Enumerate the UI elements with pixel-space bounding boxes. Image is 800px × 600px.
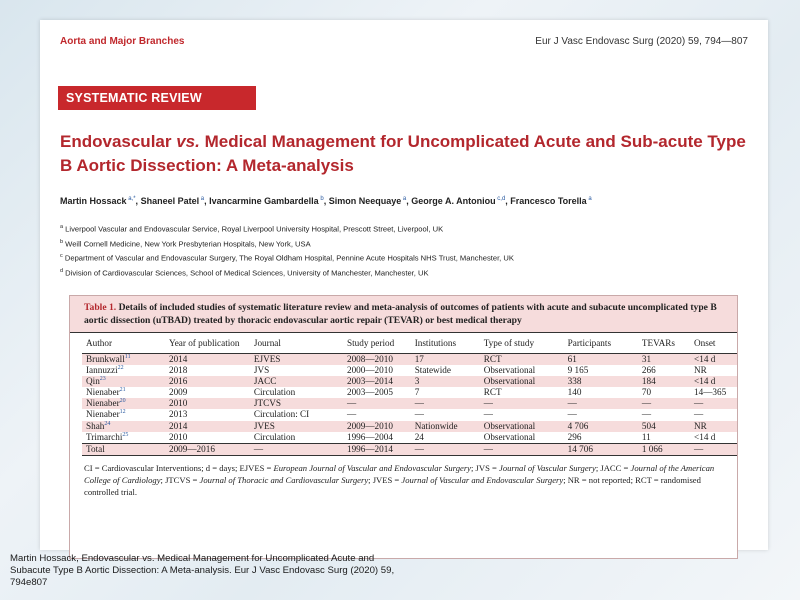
cell-author: Brunkwall$^{11}$ bbox=[82, 354, 165, 366]
cell-tevars: 31 bbox=[638, 354, 690, 366]
cell-inst: Statewide bbox=[411, 365, 480, 376]
table-header-row bbox=[82, 333, 737, 354]
table-row bbox=[82, 387, 737, 398]
cell-participants: 61 bbox=[564, 354, 638, 366]
table-row bbox=[82, 421, 737, 432]
article-page bbox=[40, 20, 768, 550]
cell-inst: 3 bbox=[411, 376, 480, 387]
cell-participants: 4 706 bbox=[564, 421, 638, 432]
reference-number: 25 bbox=[122, 431, 129, 438]
cell-onset: — bbox=[690, 398, 737, 409]
cell-type: RCT bbox=[480, 354, 564, 366]
cell-total-author: Total bbox=[82, 443, 165, 455]
cell-onset: NR bbox=[690, 365, 737, 376]
cell-tevars: 70 bbox=[638, 387, 690, 398]
studies-table bbox=[82, 333, 737, 456]
cell-period: — bbox=[343, 398, 411, 409]
cell-onset: 14—365 bbox=[690, 387, 737, 398]
cell-author: Trimarchi$^{25}$ bbox=[82, 432, 165, 444]
table-row bbox=[82, 365, 737, 376]
cell-period: 2003—2014 bbox=[343, 376, 411, 387]
author-affiliation-mark: a bbox=[586, 196, 592, 202]
section-label: Aorta and Major Branches bbox=[60, 36, 185, 47]
author-name: Simon Neequaye bbox=[328, 196, 402, 206]
cell-journal: Circulation bbox=[250, 387, 343, 398]
cell-period: 2008—2010 bbox=[343, 354, 411, 366]
cell-total-period: 1996—2014 bbox=[343, 443, 411, 455]
cell-total-onset: — bbox=[690, 443, 737, 455]
cell-journal: JVS bbox=[250, 365, 343, 376]
table-row bbox=[82, 432, 737, 444]
column-header: Participants bbox=[564, 333, 638, 354]
column-header: Author bbox=[82, 333, 165, 354]
cell-onset: NR bbox=[690, 421, 737, 432]
systematic-review-banner: SYSTEMATIC REVIEW bbox=[58, 86, 256, 110]
reference-number: 23 bbox=[99, 376, 106, 383]
author-list: Martin Hossack $^{a,*}$, Shaneel Patel $^a$, Ivancarmine Gambardella $^b$, Simon Neequaye $^a$, George A. Antoniou $^{c,d}$, Francesco Torella $^a$ bbox=[60, 196, 592, 206]
cell-type: Observational bbox=[480, 432, 564, 444]
affiliation-item: $^c$ Department of Vascular and Endovascular Surgery, The Royal Oldham Hospital, Pennine Acute Hospitals NHS Trust, Manchester, UK bbox=[60, 253, 514, 263]
cell-period: 2000—2010 bbox=[343, 365, 411, 376]
table-footnote: CI = Cardiovascular Interventions; d = days; EJVES = European Journal of Vascular and Endovascular Surgery; JVS = Journal of Vascular Surgery; JACC = Journal of the American College of Cardiology; JTCVS = Journal of Thoracic and Cardiovascular Surgery; JVES = Journal of Vascular and Endovascular Surgery; NR = not reported; RCT = randomised controlled trial. bbox=[84, 462, 715, 497]
reference-number: 21 bbox=[119, 387, 126, 394]
cell-journal: JACC bbox=[250, 376, 343, 387]
table-1 bbox=[69, 295, 738, 559]
cell-year: 2013 bbox=[165, 409, 250, 420]
cell-type: Observational bbox=[480, 376, 564, 387]
cell-total-inst: — bbox=[411, 443, 480, 455]
table-total-row bbox=[82, 443, 737, 455]
cell-inst: 17 bbox=[411, 354, 480, 366]
cell-year: 2014 bbox=[165, 354, 250, 366]
table-row bbox=[82, 409, 737, 420]
cell-tevars: 504 bbox=[638, 421, 690, 432]
cell-author: Nienaber$^{12}$ bbox=[82, 409, 165, 420]
cell-year: 2018 bbox=[165, 365, 250, 376]
cell-inst: — bbox=[411, 398, 480, 409]
author-name: Shaneel Patel bbox=[140, 196, 200, 206]
column-header: Institutions bbox=[411, 333, 480, 354]
column-header: Type of study bbox=[480, 333, 564, 354]
cell-period: 2009—2010 bbox=[343, 421, 411, 432]
cell-onset: <14 d bbox=[690, 376, 737, 387]
cell-total-participants: 14 706 bbox=[564, 443, 638, 455]
reference-number: 24 bbox=[104, 420, 111, 427]
cell-journal: EJVES bbox=[250, 354, 343, 366]
cell-year: 2010 bbox=[165, 432, 250, 444]
cell-journal: Circulation bbox=[250, 432, 343, 444]
cell-journal: JVES bbox=[250, 421, 343, 432]
affiliation-list bbox=[60, 221, 760, 279]
cell-inst: Nationwide bbox=[411, 421, 480, 432]
cell-onset: — bbox=[690, 409, 737, 420]
cell-author: Nienaber$^{21}$ bbox=[82, 387, 165, 398]
author-affiliation-mark: a bbox=[401, 196, 407, 202]
cell-author: Qin$^{23}$ bbox=[82, 376, 165, 387]
affiliation-item: $^d$ Division of Cardiovascular Sciences, School of Medical Sciences, University of Manchester, Manchester, UK bbox=[60, 267, 429, 278]
table-caption: Table 1. Details of included studies of systematic literature review and meta-analysis of outcomes of patients with acute and subacute uncomplicated type B aortic dissection (uTBAD) treated by thoracic endovascular aortic repair (TEVAR) or best medical therapy bbox=[70, 296, 737, 333]
cell-tevars: 266 bbox=[638, 365, 690, 376]
author-name: Francesco Torella bbox=[510, 196, 587, 206]
journal-reference: Eur J Vasc Endovasc Surg (2020) 59, 794—807 bbox=[535, 36, 748, 47]
cell-tevars: 184 bbox=[638, 376, 690, 387]
cell-period: 2003—2005 bbox=[343, 387, 411, 398]
author-name: George A. Antoniou bbox=[411, 196, 496, 206]
column-header: Study period bbox=[343, 333, 411, 354]
cell-participants: 296 bbox=[564, 432, 638, 444]
cell-tevars: — bbox=[638, 409, 690, 420]
cell-type: — bbox=[480, 409, 564, 420]
reference-number: 20 bbox=[119, 398, 126, 405]
cell-year: 2010 bbox=[165, 398, 250, 409]
table-row bbox=[82, 376, 737, 387]
cell-journal: Circulation: CI bbox=[250, 409, 343, 420]
cell-year: 2009 bbox=[165, 387, 250, 398]
author-affiliation-mark: b bbox=[318, 196, 324, 202]
cell-total-tevars: 1 066 bbox=[638, 443, 690, 455]
cell-tevars: 11 bbox=[638, 432, 690, 444]
cell-type: Observational bbox=[480, 421, 564, 432]
column-header: Year of publication bbox=[165, 333, 250, 354]
cell-total-year: 2009—2016 bbox=[165, 443, 250, 455]
cell-author: Nienaber$^{20}$ bbox=[82, 398, 165, 409]
cell-journal: JTCVS bbox=[250, 398, 343, 409]
cell-period: — bbox=[343, 409, 411, 420]
cell-total-type: — bbox=[480, 443, 564, 455]
cell-inst: 7 bbox=[411, 387, 480, 398]
table-row bbox=[82, 354, 737, 366]
article-title: Endovascular vs. Medical Management for Uncomplicated Acute and Sub-acute Type B Aortic Dissection: A Meta-analysis bbox=[60, 132, 746, 175]
author-name: Martin Hossack bbox=[60, 196, 127, 206]
author-affiliation-mark: c,d bbox=[495, 196, 506, 202]
cell-type: RCT bbox=[480, 387, 564, 398]
cell-author: Iannuzzi$^{22}$ bbox=[82, 365, 165, 376]
cell-participants: — bbox=[564, 398, 638, 409]
column-header: Onset bbox=[690, 333, 737, 354]
cell-participants: — bbox=[564, 409, 638, 420]
table-row bbox=[82, 398, 737, 409]
author-affiliation-mark: a bbox=[199, 196, 205, 202]
author-affiliation-mark: a,* bbox=[126, 196, 136, 202]
cell-inst: — bbox=[411, 409, 480, 420]
cell-participants: 140 bbox=[564, 387, 638, 398]
cell-inst: 24 bbox=[411, 432, 480, 444]
reference-number: 12 bbox=[119, 409, 126, 416]
cell-participants: 9 165 bbox=[564, 365, 638, 376]
cell-tevars: — bbox=[638, 398, 690, 409]
column-header: TEVARs bbox=[638, 333, 690, 354]
cell-total-journal: — bbox=[250, 443, 343, 455]
cell-author: Shah$^{24}$ bbox=[82, 421, 165, 432]
cell-onset: <14 d bbox=[690, 354, 737, 366]
affiliation-item: $^b$ Weill Cornell Medicine, New York Presbyterian Hospitals, New York, USA bbox=[60, 238, 311, 249]
cell-year: 2014 bbox=[165, 421, 250, 432]
reference-number: 11 bbox=[124, 353, 131, 360]
cell-period: 1996—2004 bbox=[343, 432, 411, 444]
column-header: Journal bbox=[250, 333, 343, 354]
cell-participants: 338 bbox=[564, 376, 638, 387]
slide-citation: Martin Hossack, Endovascular vs. Medical Management for Uncomplicated Acute and Subacute Type B Aortic Dissection: A Meta-analysis. Eur J Vasc Endovasc Surg (2020) 59, 794e807 bbox=[10, 553, 395, 588]
cell-type: — bbox=[480, 398, 564, 409]
author-name: Ivancarmine Gambardella bbox=[209, 196, 319, 206]
cell-onset: <14 d bbox=[690, 432, 737, 444]
cell-type: Observational bbox=[480, 365, 564, 376]
affiliation-item: $^a$ Liverpool Vascular and Endovascular Service, Royal Liverpool University Hospital, Prescott Street, Liverpool, UK bbox=[60, 224, 444, 234]
cell-year: 2016 bbox=[165, 376, 250, 387]
reference-number: 22 bbox=[117, 365, 124, 372]
